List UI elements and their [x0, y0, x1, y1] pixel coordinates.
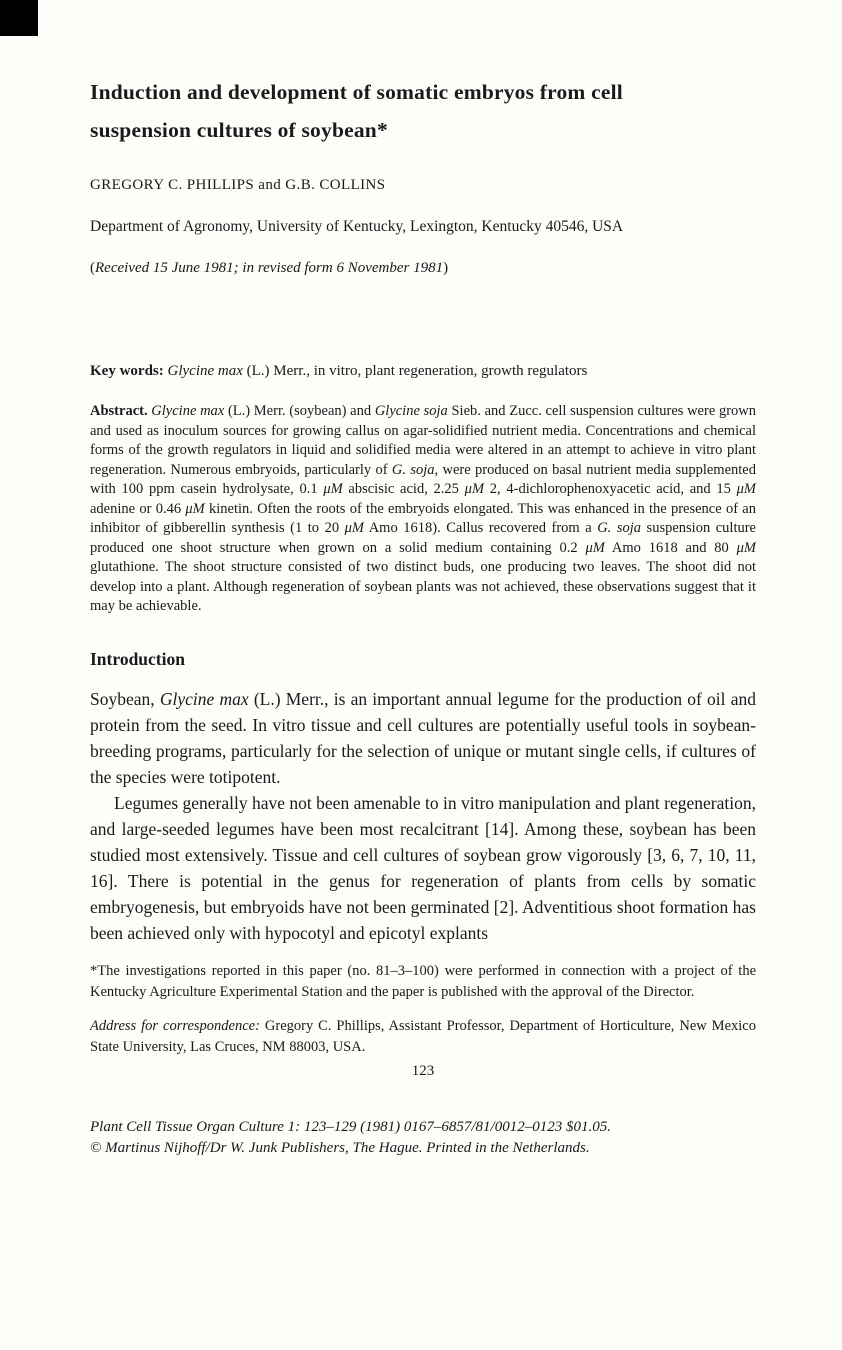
- journal-citation: [90, 1117, 756, 1160]
- affiliation-line: Department of Agronomy, University of Kentucky, Lexington, Kentucky 40546, USA: [90, 218, 624, 235]
- page-number: 123: [411, 1062, 435, 1079]
- scan-corner-mark: [0, 0, 38, 36]
- authors-line: GREGORY C. PHILLIPS and G.B. COLLINS: [90, 177, 386, 193]
- title-footnote: *The investigations reported in this paper (no. 81–3–100) were performed in connection with a project of the Kentucky Agriculture Experimental Station and the paper is published with the approval of the Director.: [90, 962, 756, 1000]
- keywords-line: Key words: Glycine max (L.) Merr., in vitro, plant regeneration, growth regulators: [90, 363, 588, 379]
- paper-content: [90, 0, 756, 1160]
- correspondence-address: Address for correspondence: Gregory C. Phillips, Assistant Professor, Department of Horticulture, New Mexico State University, Las Cruces, NM 88003, USA.: [90, 1017, 756, 1055]
- journal-citation-line2: © Martinus Nijhoff/Dr W. Junk Publishers, The Hague. Printed in the Netherlands.: [90, 1140, 590, 1156]
- introduction-paragraph-1: Soybean, Glycine max (L.) Merr., is an important annual legume for the production of oil and protein from the seed. In vitro tissue and cell cultures are potentially useful tools in soybean-breeding programs, particularly for the selection of unique or mutant single cells, if cultures of the species were totipotent.: [90, 688, 756, 787]
- paper-title-line2: suspension cultures of soybean*: [90, 118, 388, 142]
- paper-title: [90, 73, 756, 149]
- paper-title-line1: Induction and development of somatic embryos from cell: [90, 80, 623, 104]
- abstract-paragraph: Abstract. Glycine max (L.) Merr. (soybean) and Glycine soja Sieb. and Zucc. cell suspension cultures were grown and used as inoculum sources for growing callus on agar-solidified nutrient media. Concentrations and chemical forms of the growth regulators in liquid and solidified media were altered in an attempt to achieve in vitro plant regeneration. Numerous embryoids, particularly of G. soja, were produced on basal nutrient media supplemented with 100 ppm casein hydrolysate, 0.1 μM abscisic acid, 2.25 μM 2, 4-dichlorophenoxyacetic acid, and 15 μM adenine or 0.46 μM kinetin. Often the roots of the embryoids elongated. This was enhanced in the presence of an inhibitor of gibberellin synthesis (1 to 20 μM Amo 1618). Callus recovered from a G. soja suspension culture produced one shoot structure when grown on a solid medium containing 0.2 μM Amo 1618 and 80 μM glutathione. The shoot structure consisted of two distinct buds, one producing two leaves. The shoot did not develop into a plant. Although regeneration of soybean plants was not achieved, these observations suggest that it may be achievable.: [90, 403, 757, 614]
- received-dates: (Received 15 June 1981; in revised form 6 November 1981): [90, 260, 449, 276]
- section-heading-introduction: Introduction: [90, 648, 185, 669]
- introduction-paragraph-2: Legumes generally have not been amenable to in vitro manipulation and plant regeneration, and large-seeded legumes have been most recalcitrant [14]. Among these, soybean has been studied most extensively. Tissue and cell cultures of soybean grow vigorously [3, 6, 7, 10, 11, 16]. There is potential in the genus for regeneration of plants from cells by somatic embryogenesis, but embryoids have not been germinated [2]. Adventitious shoot formation has been achieved only with hypocotyl and epicotyl explants: [90, 792, 756, 943]
- journal-citation-line1: Plant Cell Tissue Organ Culture 1: 123–129 (1981) 0167–6857/81/0012–0123 $01.05.: [90, 1118, 611, 1135]
